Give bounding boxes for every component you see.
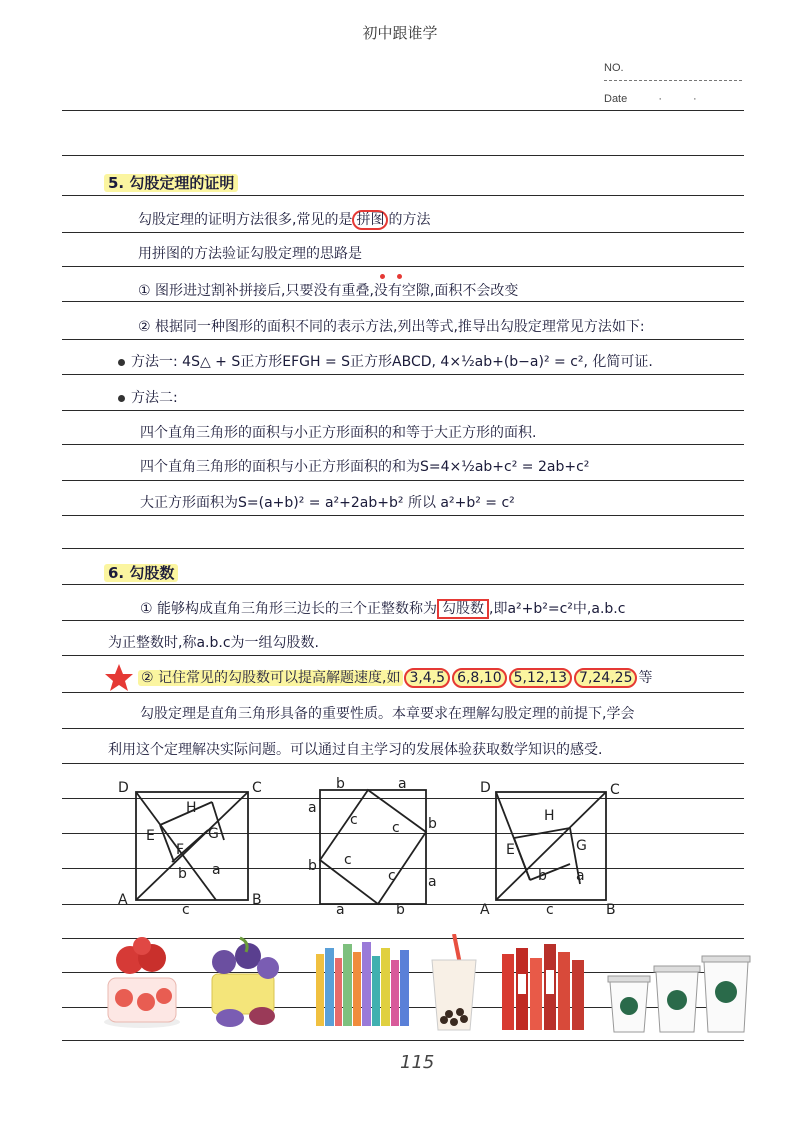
label-D: D [118, 780, 129, 796]
label-b-left: b [308, 858, 317, 874]
label-A: A [480, 902, 490, 918]
s5-m2-line-3: 大正方形面积为S=(a+b)² = a²+2ab+b² 所以 a²+b² = c² [140, 495, 515, 511]
diagram-3 [474, 776, 634, 921]
date-row [604, 93, 697, 105]
triple-2: 6,8,10 [452, 668, 507, 688]
coffee-cup-icon [604, 934, 752, 1034]
diagram-2 [300, 776, 450, 916]
label-c-1: c [350, 812, 358, 828]
label-a: a [212, 862, 221, 878]
s6-line-3 [138, 669, 652, 687]
label-H: H [186, 800, 197, 816]
label-G: G [576, 838, 587, 854]
s6-line-4: 勾股定理是直角三角形具备的重要性质。本章要求在理解勾股定理的前提下,学会 [140, 706, 635, 722]
label-H: H [544, 808, 555, 824]
diagram-2-figure [300, 776, 450, 916]
bubble-tea-icon [424, 934, 484, 1034]
label-c: c [182, 902, 190, 918]
s6-line-1-post: ,即a²+b²=c²中,a.b.c [489, 601, 626, 617]
label-B: B [606, 902, 616, 918]
page-header: 初中跟谁学 [362, 24, 438, 42]
rule-line [62, 110, 744, 111]
s5-method-2-label-text: 方法二: [131, 390, 178, 406]
page-number: 115 [400, 1052, 435, 1073]
rule-line [62, 374, 744, 375]
label-b-top: b [336, 776, 345, 792]
section-6-title-text: 6. 勾股数 [104, 564, 178, 582]
label-b: b [178, 866, 187, 882]
rule-line [62, 301, 744, 302]
label-E: E [146, 828, 155, 844]
diagram-1 [112, 776, 272, 916]
label-b: b [538, 868, 547, 884]
circled-pintu: 拼图 [352, 210, 388, 230]
red-books-icon [498, 934, 594, 1034]
label-c-2: c [392, 820, 400, 836]
label-b-right: b [428, 816, 437, 832]
s5-line-1-pre: 勾股定理的证明方法很多,常见的是 [138, 212, 353, 228]
emphasis-dots [374, 264, 408, 283]
rule-line [62, 480, 744, 481]
s5-line-2 [138, 245, 362, 263]
label-c-4: c [388, 868, 396, 884]
label-b-bottom: b [396, 902, 405, 918]
date-label: Date [604, 93, 628, 105]
section-6-title [104, 564, 178, 582]
label-C: C [252, 780, 262, 796]
boxed-term: 勾股数 [437, 599, 489, 619]
rule-line [62, 410, 744, 411]
s6-line-1 [140, 600, 625, 618]
triple-4: 7,24,25 [574, 668, 637, 688]
label-A: A [118, 892, 128, 908]
rule-line [62, 692, 744, 693]
section-5-title-text: 5. 勾股定理的证明 [104, 174, 238, 192]
date-sep-1: · [658, 93, 662, 105]
s6-line-5: 利用这个定理解决实际问题。可以通过自主学习的发展体验获取数学知识的感受. [108, 742, 603, 758]
books-icon [314, 934, 414, 1030]
s5-line-1-post: 的方法 [388, 212, 431, 228]
emphasis-dot [380, 274, 385, 279]
label-a-right: a [428, 874, 437, 890]
rule-line [62, 584, 744, 585]
rule-line [62, 728, 744, 729]
label-D: D [480, 780, 491, 796]
rule-line [62, 1040, 744, 1041]
label-a-left: a [308, 800, 317, 816]
s5-line-4: ② 根据同一种图形的面积不同的表示方法,列出等式,推导出勾股定理常见方法如下: [138, 319, 645, 335]
label-c: c [546, 902, 554, 918]
label-G: G [208, 826, 219, 842]
s5-line-3: ① 图形进过割补拼接后,只要没有重叠,没有空隙,面积不会改变 [138, 283, 519, 299]
triple-1: 3,4,5 [404, 668, 450, 688]
emphasis-dot [397, 274, 402, 279]
section-5-title [104, 174, 238, 192]
rule-line [62, 339, 744, 340]
bullet-dot [118, 359, 125, 366]
label-a-top: a [398, 776, 407, 792]
s5-line-2-text: 用拼图的方法验证勾股定理的思路是 [138, 246, 362, 262]
date-sep-2: · [693, 93, 697, 105]
rule-line [62, 763, 744, 764]
rule-line [62, 155, 744, 156]
s6-line-3-text: ② 记住常见的勾股数可以提高解题速度,如 [138, 670, 403, 686]
rule-line [62, 195, 744, 196]
s6-line-1-pre: ① 能够构成直角三角形三边长的三个正整数称为 [140, 601, 437, 617]
label-E: E [506, 842, 515, 858]
cake-icon [100, 934, 184, 1030]
rule-line [62, 444, 744, 445]
s5-method-1-text: 方法一: 4S△ + S正方形EFGH = S正方形ABCD, 4×½ab+(b−a)² = c², 化简可证. [131, 354, 653, 370]
label-a-bottom: a [336, 902, 345, 918]
bullet-dot [118, 395, 125, 402]
s5-method-1 [118, 353, 653, 371]
s5-m2-line-1: 四个直角三角形的面积与小正方形面积的和等于大正方形的面积. [140, 425, 537, 441]
rule-line [62, 515, 744, 516]
label-B: B [252, 892, 262, 908]
rule-line [62, 655, 744, 656]
star-icon [104, 663, 134, 693]
fruit-icon [200, 934, 290, 1030]
no-label: NO. [604, 62, 624, 74]
s5-m2-line-2: 四个直角三角形的面积与小正方形面积的和为S=4×½ab+c² = 2ab+c² [140, 459, 590, 475]
label-c-3: c [344, 852, 352, 868]
label-a: a [576, 868, 585, 884]
no-underline [604, 80, 742, 81]
s5-line-1 [138, 211, 430, 229]
s5-method-2-label [118, 389, 178, 407]
s6-line-3-end: 等 [638, 670, 653, 686]
triple-3: 5,12,13 [509, 668, 572, 688]
label-C: C [610, 782, 620, 798]
rule-line [62, 620, 744, 621]
diagram-1-figure [112, 776, 272, 916]
s6-line-2: 为正整数时,称a.b.c为一组勾股数. [108, 635, 319, 651]
label-F: F [176, 842, 185, 858]
rule-line [62, 232, 744, 233]
rule-line [62, 548, 744, 549]
